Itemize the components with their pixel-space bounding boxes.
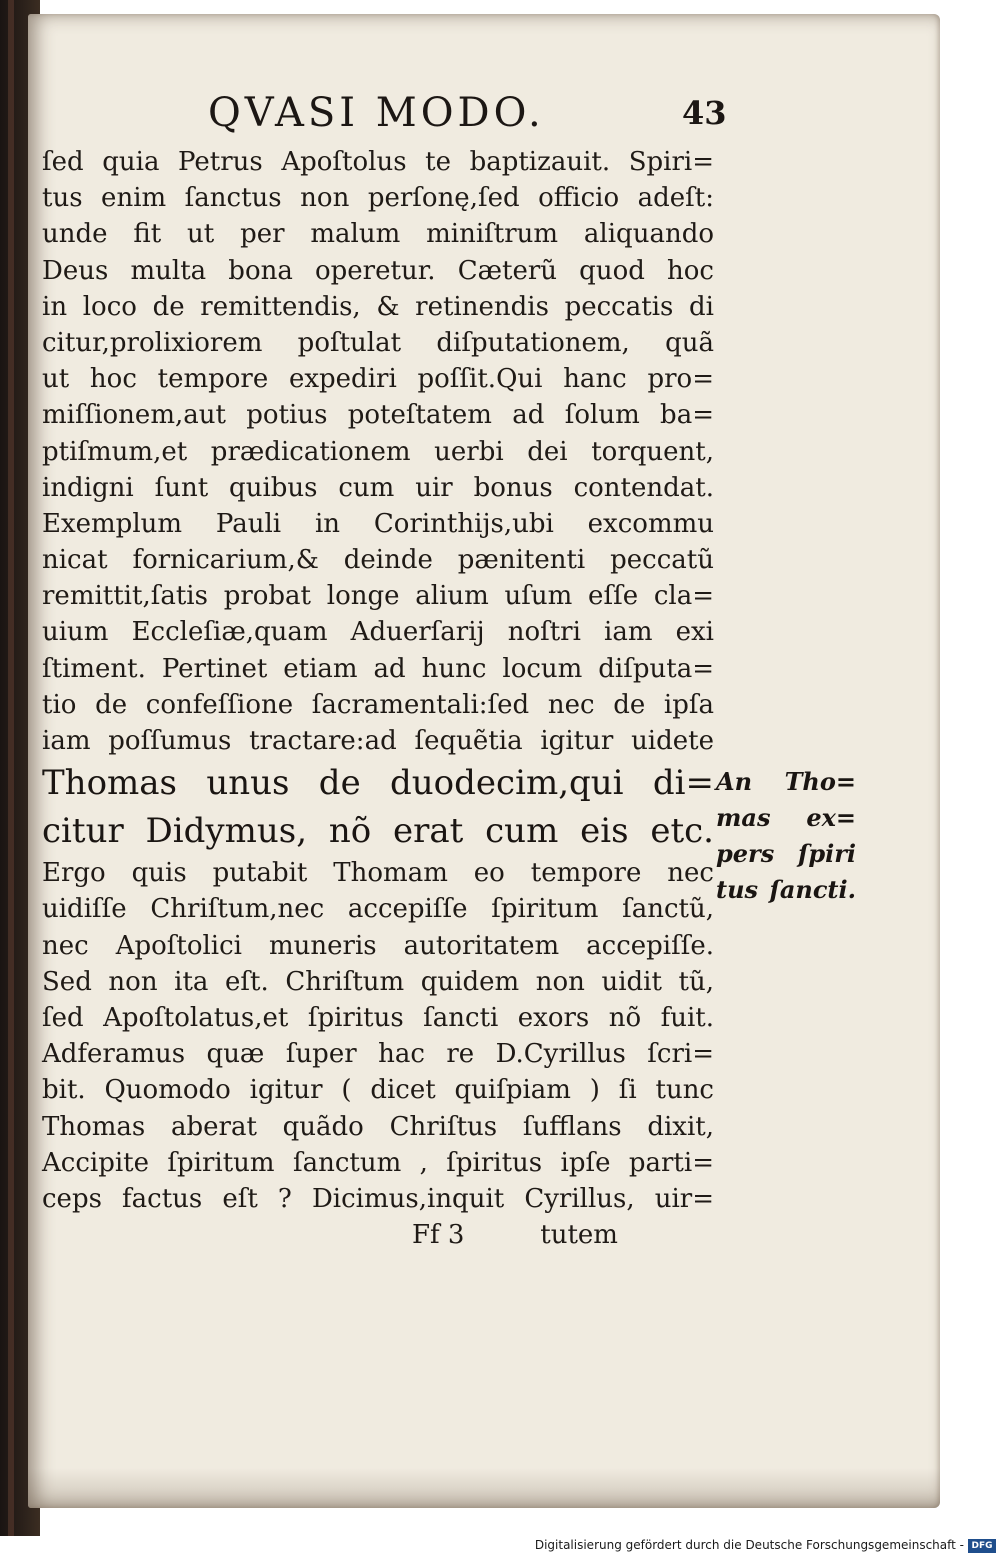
signature-line	[42, 1217, 714, 1253]
text-line: remittit,ſatis probat longe alium uſum eſſe cla=	[42, 581, 714, 612]
signature-mark: Ff 3	[412, 1220, 465, 1251]
funding-credit: Digitalisierung gefördert durch die Deutsche Forschungsgemeinschaft -	[534, 1538, 964, 1552]
text-line: ſed quia Petrus Apoſtolus te baptizauit. Spiri=	[42, 147, 714, 177]
text-line: uidiſſe Chriſtum,nec accepiſſe ſpiritum ſanctũ,	[42, 894, 714, 925]
text-line: Exemplum Pauli in Corinthijs,ubi excommu	[42, 508, 714, 539]
text-line: unde fit ut per malum miniſtrum aliquando	[42, 219, 714, 250]
text-line: bit. Quomodo igitur ( dicet quiſpiam ) ſi tunc	[42, 1075, 714, 1106]
marginal-note-line: mas ex=	[716, 803, 856, 832]
text-line: ſtiment. Pertinet etiam ad hunc locum diſputa=	[42, 653, 714, 684]
main-text	[42, 144, 714, 1253]
text-line: tio de confeſſione ſacramentali:ſed nec de ipſa	[42, 689, 714, 720]
text-line: Accipite ſpiritum ſanctum , ſpiritus ipſe parti=	[42, 1147, 714, 1178]
text-line: Ergo quis putabit Thomam eo tempore nec	[42, 858, 714, 889]
text-line: nicat fornicarium,& deinde pænitenti peccatũ	[42, 545, 714, 576]
text-line: indigni ſunt quibus cum uir bonus contendat.	[42, 472, 714, 503]
book-page	[28, 14, 940, 1508]
text-line: Deus multa bona operetur. Cæterũ quod hoc	[42, 255, 714, 286]
footer-bar	[0, 1536, 1000, 1558]
text-line: citur,prolixiorem poſtulat diſputationem, quã	[42, 327, 714, 358]
scripture-quote-line: Thomas unus de duodecim,qui di=	[42, 763, 714, 804]
text-line: ſed Apoſtolatus,et ſpiritus ſancti exors nõ fuit.	[42, 1002, 714, 1033]
marginal-note-line: pers ſpiri	[716, 839, 856, 868]
marginal-note	[716, 764, 856, 908]
text-line: iam poſſumus tractare:ad ſequẽtia igitur uidete	[42, 726, 714, 756]
text-line: Thomas aberat quãdo Chriſtus ſufflans dixit,	[42, 1111, 714, 1142]
page-number: 43	[682, 94, 727, 132]
marginal-note-line: tus ſancti.	[716, 875, 856, 904]
page-shadow	[28, 1468, 940, 1508]
running-header: QVASI MODO.	[208, 90, 545, 136]
dfg-logo-icon: DFG	[968, 1539, 996, 1553]
text-line: ceps factus eſt ? Dicimus,inquit Cyrillus, uir=	[42, 1183, 714, 1214]
text-line: nec Apoſtolici muneris autoritatem accepiſſe.	[42, 930, 714, 961]
marginal-note-line: An Tho=	[716, 767, 856, 796]
catchword: tutem	[540, 1220, 618, 1251]
text-line: Sed non ita eſt. Chriſtum quidem non uidit tũ,	[42, 966, 714, 997]
text-line: ptiſmum,et prædicationem uerbi dei torquent,	[42, 436, 714, 467]
text-line: in loco de remittendis, & retinendis peccatis di	[42, 291, 714, 322]
text-line: tus enim ſanctus non perſonę,ſed officio adeſt:	[42, 183, 714, 214]
text-line: uium Eccleſiæ,quam Aduerſarij noſtri iam exi	[42, 617, 714, 648]
scripture-quote-line: citur Didymus, nõ erat cum eis etc.	[42, 811, 714, 852]
text-line: ut hoc tempore expediri poſſit.Qui hanc pro=	[42, 364, 714, 395]
text-line: miſſionem,aut potius poteſtatem ad ſolum ba=	[42, 400, 714, 431]
text-line: Adferamus quæ ſuper hac re D.Cyrillus ſcri=	[42, 1039, 714, 1070]
